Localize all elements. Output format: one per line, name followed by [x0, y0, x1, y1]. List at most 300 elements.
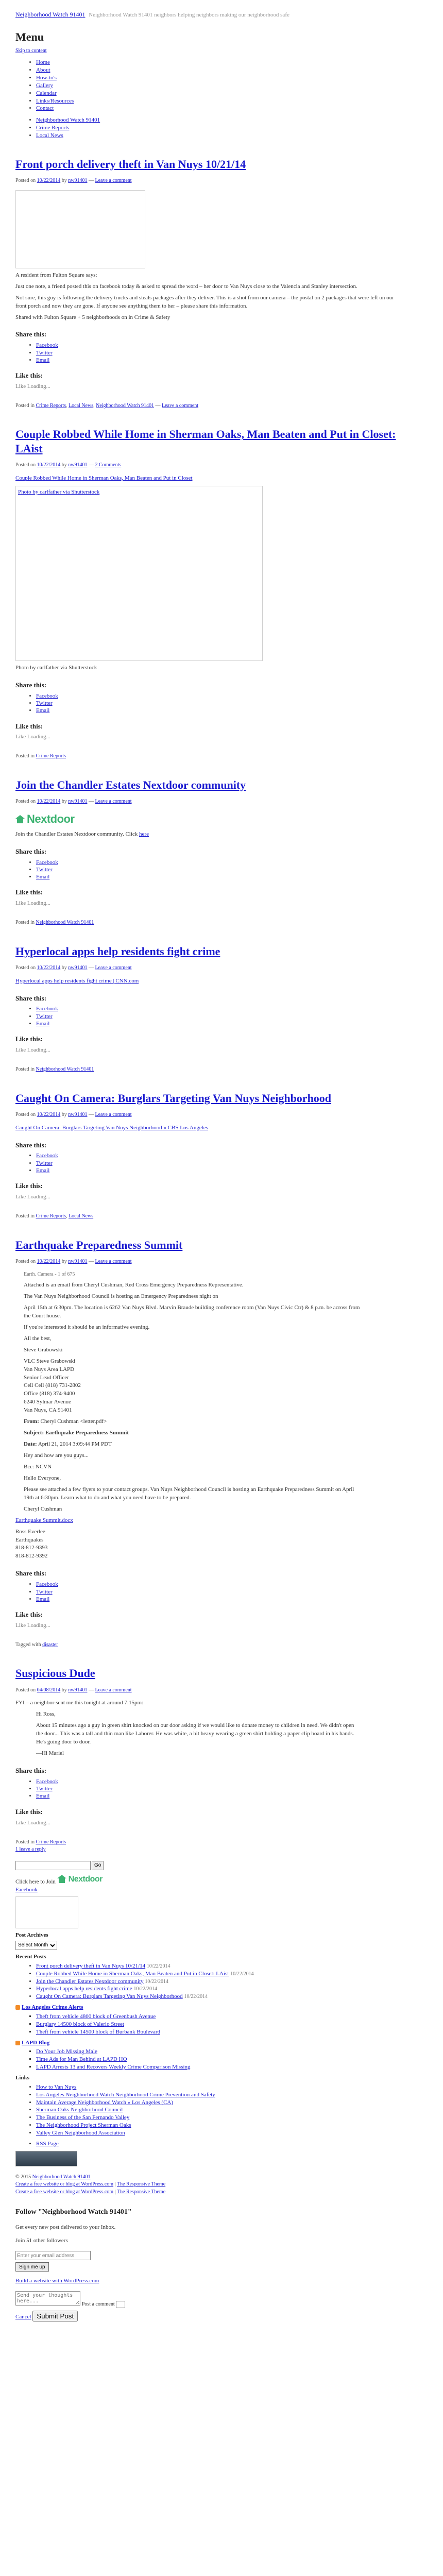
post-title: [15, 1666, 397, 1681]
post-paragraph: Not sure, this guy is following the delivery trucks and steals packages after they deliver. This is a shot from our camera – the postal on 2 packages that were left on our front porch and now they are gone. If anyone see anything them to her – please share this information.: [15, 294, 394, 309]
likes-heading: Like this:: [15, 722, 43, 730]
share-list: [15, 1152, 397, 1174]
likes-section: [15, 888, 397, 908]
nav-link[interactable]: Gallery: [36, 82, 53, 89]
nav-item-calendar: [36, 90, 397, 97]
signature-line: 6240 Sylmar Avenue: [24, 1399, 72, 1405]
post-content: [15, 1124, 397, 1132]
likes-heading: Like this:: [15, 888, 43, 896]
share-section: [15, 1141, 397, 1175]
blogroll-link[interactable]: The Business of the San Fernando Valley: [36, 2114, 130, 2121]
subject-value: Earthquake Preparedness Summit: [45, 1430, 129, 1436]
category-nav: [15, 116, 397, 140]
email-date: [24, 1440, 361, 1449]
post-footer: Posted in Crime Reports, Local News: [15, 1213, 94, 1219]
share-section: [15, 847, 397, 881]
share-twitter-link[interactable]: Twitter: [36, 1013, 53, 1020]
rss-item: [36, 2028, 397, 2036]
rss-item-link[interactable]: Do Your Job Missing Male: [36, 2048, 97, 2055]
share-section: [15, 330, 397, 364]
recent-posts-widget: [15, 1953, 397, 2001]
comment-form: [15, 2291, 397, 2321]
link-item: [36, 2091, 397, 2099]
likes-section: [15, 1181, 397, 1201]
rss-item: [36, 2048, 397, 2056]
share-list: [15, 1581, 397, 1603]
share-item-email: [36, 357, 397, 364]
post-author-link[interactable]: nw91401: [68, 799, 88, 805]
nav-item-localnews: [36, 132, 397, 140]
share-heading: Share this:: [15, 994, 47, 1002]
post-earthquake-summit: [15, 1238, 397, 1649]
rss-page-link[interactable]: RSS Page: [36, 2140, 59, 2147]
share-item-facebook: [36, 859, 397, 866]
rss-item-link[interactable]: Theft from vehicle 4800 block of Greenbush Avenue: [36, 2013, 156, 2020]
share-section: [15, 1766, 397, 1800]
signoff-line: Earthquakes: [15, 1536, 44, 1543]
email-line: Steve Grabowski: [24, 1346, 63, 1353]
footer-theme-link[interactable]: The Responsive Theme: [116, 2181, 166, 2188]
signoff-line: 818-812-9392: [15, 1553, 48, 1560]
posted-in-label: Posted in: [15, 1213, 35, 1219]
search-input[interactable]: [15, 1861, 91, 1870]
recent-post-link[interactable]: Front porch delivery theft in Van Nuys 10/21/14: [36, 1962, 146, 1969]
share-twitter-link[interactable]: Twitter: [36, 866, 53, 873]
share-item-facebook: [36, 342, 397, 349]
post-meta: Posted on 10/22/2014 by nw91401 — Leave a comment: [15, 965, 132, 971]
by-label: by: [61, 799, 67, 805]
share-heading: Share this:: [15, 847, 47, 855]
share-email-link[interactable]: Email: [36, 874, 50, 880]
post-footer: [15, 1066, 397, 1074]
nextdoor-widget-logo[interactable]: [57, 1873, 103, 1885]
rss-icon: [15, 2041, 20, 2045]
rss-title: [15, 2039, 397, 2047]
rss-list: [15, 2048, 397, 2071]
post-comments-link[interactable]: Leave a comment: [95, 1259, 132, 1265]
share-section: [15, 681, 397, 715]
email-bcc: Bcc: NCVN: [24, 1463, 52, 1470]
date-label: Date:: [24, 1441, 37, 1448]
footer-site-link[interactable]: Neighborhood Watch 91401: [32, 2174, 91, 2180]
post-title: [15, 1238, 397, 1252]
category-link[interactable]: Local News: [69, 402, 94, 409]
footer-wordpress-link[interactable]: Create a free website or blog at WordPress.com: [15, 2181, 114, 2188]
tags-label: Tagged with: [15, 1641, 41, 1648]
share-item-facebook: [36, 1152, 397, 1159]
share-twitter-link[interactable]: Twitter: [36, 1160, 53, 1166]
post-date-link[interactable]: 10/22/2014: [37, 965, 61, 971]
footer-theme-link[interactable]: The Responsive Theme: [116, 2189, 166, 2195]
post-author-link[interactable]: nw91401: [68, 462, 88, 468]
skip-to-content-link[interactable]: Skip to content: [15, 47, 47, 54]
post-comments-link[interactable]: Leave a comment: [95, 965, 132, 971]
share-email-link[interactable]: Email: [36, 1596, 50, 1602]
category-link[interactable]: Neighborhood Watch 91401: [36, 920, 94, 926]
post-comments-link[interactable]: Leave a comment: [95, 799, 132, 805]
email-subject: [24, 1429, 361, 1437]
post-comments-link[interactable]: Leave a comment: [95, 178, 132, 184]
email-body: Please see attached a few flyers to your contact groups. Van Nuys Neighborhood Council is hosting an Earthquake Preparedness Summit on April 19th at 6:30pm. Learn what to do and what you need have to be prepared.: [24, 1486, 354, 1501]
sidebar-widgets: [15, 1861, 397, 2322]
post-title-link[interactable]: Caught On Camera: Burglars Targeting Van Nuys Neighborhood: [15, 1091, 332, 1105]
post-author-link[interactable]: nw91401: [68, 965, 88, 971]
email-line: April 15th at 6:30pm. The location is 6262 Van Nuys Blvd. Marvin Braude building conference room (Van Nuys Civic Ctr) & 8 p.m. be across from the Court house.: [24, 1304, 360, 1319]
likes-heading: Like this:: [15, 1035, 43, 1043]
follow-count: Join 51 other followers: [15, 2238, 68, 2244]
blogroll-link[interactable]: The Neighborhood Project Sherman Oaks: [36, 2122, 131, 2129]
from-value: Cheryl Cushman <letter.pdf>: [40, 1418, 107, 1425]
share-heading: Share this:: [15, 1767, 47, 1774]
nav-link[interactable]: Home: [36, 59, 50, 66]
likes-loading: Like Loading...: [15, 1622, 50, 1629]
rss-item: [36, 2056, 397, 2063]
post-title-link[interactable]: Hyperlocal apps help residents fight crime: [15, 944, 220, 958]
post-comments-link[interactable]: Leave a comment: [95, 1112, 132, 1118]
likes-loading: Like Loading...: [15, 900, 50, 907]
article-link[interactable]: Caught On Camera: Burglars Targeting Van Nuys Neighborhood « CBS Los Angeles: [15, 1124, 208, 1131]
rss-title: [15, 2004, 397, 2012]
recent-post-date: 10/22/2014: [133, 1986, 157, 1992]
nav-link[interactable]: How-to's: [36, 75, 57, 81]
post-date-link[interactable]: 04/08/2014: [37, 1687, 61, 1693]
rss-page-list: [15, 2140, 397, 2148]
post-meta: Posted on 10/22/2014 by nw91401 — 2 Comments: [15, 462, 122, 468]
rss-page-widget: [15, 2140, 397, 2166]
blogroll-link[interactable]: Maintain Average Neighborhood Watch « Los Angeles (CA): [36, 2099, 174, 2106]
recent-post-item: [36, 1993, 397, 2001]
sign-me-up-button[interactable]: Sign me up: [15, 2262, 49, 2272]
likes-section: [15, 1807, 397, 1827]
attachment-link[interactable]: Earthquake Summit.docx: [15, 1517, 73, 1523]
category-link[interactable]: Local News: [69, 1213, 94, 1219]
post-content: [15, 811, 397, 839]
by-label: by: [61, 178, 67, 184]
from-label: From:: [24, 1418, 39, 1425]
post-meta: Posted on 04/08/2014 by nw91401 — Leave a comment: [15, 1687, 132, 1693]
share-twitter-link[interactable]: Twitter: [36, 1786, 53, 1792]
share-facebook-link[interactable]: Facebook: [36, 692, 58, 699]
post-meta: Posted on 10/22/2014 by nw91401 — Leave a comment: [15, 178, 132, 184]
post-footer: [15, 753, 397, 760]
rss-item-link[interactable]: Theft from vehicle 14500 block of Burbank Boulevard: [36, 2028, 161, 2035]
blogroll-link[interactable]: How to Van Nuys: [36, 2083, 77, 2090]
rss-item: [36, 2013, 397, 2021]
share-item-twitter: [36, 1785, 397, 1792]
join-here-link[interactable]: here: [139, 831, 149, 837]
archives-title: Post Archives: [15, 1931, 48, 1938]
rss-feed-link[interactable]: LAPD Blog: [22, 2039, 50, 2046]
nextdoor-logo-text: Nextdoor: [68, 1874, 103, 1884]
links-list: [15, 2083, 397, 2137]
recent-post-item: [36, 1962, 397, 1970]
likes-section: [15, 1610, 397, 1630]
post-date-link[interactable]: 10/22/2014: [37, 1259, 61, 1265]
signature-line: Cell Cell (818) 731-2802: [24, 1382, 81, 1389]
signoff-line: 818-812-9393: [15, 1545, 48, 1551]
likes-loading: Like Loading...: [15, 383, 50, 390]
menu-heading: Menu: [15, 30, 44, 43]
share-list: [15, 342, 397, 364]
share-section: [15, 1569, 397, 1603]
post-content: [15, 190, 397, 322]
share-facebook-link[interactable]: Facebook: [36, 1153, 58, 1159]
join-text: Join the Chandler Estates Nextdoor community. Click: [15, 831, 138, 837]
category-link[interactable]: Neighborhood Watch 91401: [96, 402, 154, 409]
date-value: April 21, 2014 3:09:44 PM PDT: [38, 1441, 112, 1448]
site-footer: © 2015 Neighborhood Watch 91401 Create a free website or blog at WordPress.com | The Responsive Theme Create a free website or blog at WordPress.com | The Responsive Theme: [15, 2174, 166, 2195]
posted-on-label: Posted on: [15, 1259, 36, 1265]
quote-line: —Hi Mariel: [36, 1750, 64, 1757]
camera-image: [15, 190, 145, 268]
post-attachments: [15, 1517, 397, 1561]
nav-link[interactable]: Links/Resources: [36, 97, 74, 104]
recent-post-date: 10/22/2014: [145, 1978, 168, 1985]
nav-link[interactable]: Calendar: [36, 90, 57, 96]
blogroll-link[interactable]: Los Angeles Neighborhood Watch Neighborhood Crime Prevention and Safety: [36, 2091, 215, 2098]
recent-post-item: [36, 1985, 397, 1993]
recent-post-link[interactable]: Hyperlocal apps help residents fight crime: [36, 1986, 132, 1992]
share-item-email: [36, 1596, 397, 1603]
posted-on-label: Posted on: [15, 799, 36, 805]
nav-item-gallery: [36, 82, 397, 90]
submit-post-button[interactable]: Submit Post: [32, 2311, 78, 2321]
share-item-facebook: [36, 1778, 397, 1785]
posted-on-label: Posted on: [15, 462, 36, 468]
share-facebook-link[interactable]: Facebook: [36, 1581, 58, 1588]
post-title: [15, 1091, 397, 1106]
post-comments-link[interactable]: Leave a comment: [95, 1687, 132, 1693]
photo-caption: Photo by carlfather via Shutterstock: [15, 664, 97, 671]
share-twitter-link[interactable]: Twitter: [36, 700, 53, 706]
post-author-link[interactable]: nw91401: [68, 1112, 88, 1118]
recent-post-item: [36, 1970, 397, 1978]
recent-post-link[interactable]: Join the Chandler Estates Nextdoor community: [36, 1978, 144, 1985]
share-heading: Share this:: [15, 1569, 47, 1578]
post-suspicious-dude: [15, 1666, 397, 1853]
share-item-email: [36, 1792, 397, 1800]
build-website-link[interactable]: Build a website with WordPress.com: [15, 2278, 99, 2284]
share-list: [15, 859, 397, 881]
nav-link[interactable]: Crime Reports: [36, 125, 70, 131]
by-label: by: [61, 1112, 67, 1118]
post-title-link[interactable]: Earthquake Preparedness Summit: [15, 1238, 183, 1251]
nav-item-neighborhood: [36, 116, 397, 124]
site-description: Neighborhood Watch 91401 neighbors helping neighbors making our neighborhood safe: [89, 12, 289, 18]
recent-post-date: 10/22/2014: [184, 1994, 208, 2000]
article-link[interactable]: Hyperlocal apps help residents fight crime | CNN.com: [15, 977, 139, 984]
likes-section: [15, 1035, 397, 1055]
share-email-link[interactable]: Email: [36, 1167, 50, 1174]
post-content: [15, 977, 397, 986]
share-twitter-link[interactable]: Twitter: [36, 349, 53, 356]
leave-reply-link[interactable]: 1 leave a reply: [15, 1846, 46, 1853]
site-header: [15, 10, 397, 20]
nav-link[interactable]: About: [36, 67, 50, 74]
image-caption: A resident from Fulton Square says:: [15, 272, 97, 278]
post-author-link[interactable]: nw91401: [68, 1687, 88, 1693]
rss-item-link[interactable]: LAPD Arrests 13 and Recovers Weekly Crime Comparison Missing: [36, 2064, 191, 2071]
post-title: [15, 778, 397, 792]
post-author-link[interactable]: nw91401: [68, 1259, 88, 1265]
cancel-link[interactable]: Cancel: [15, 2314, 31, 2320]
posted-on-label: Posted on: [15, 965, 36, 971]
nav-link[interactable]: Local News: [36, 132, 63, 139]
signature-line: Van Nuys Area LAPD: [24, 1366, 75, 1372]
post-paragraph: [15, 831, 397, 839]
share-item-email: [36, 707, 397, 714]
tag-link[interactable]: disaster: [42, 1641, 58, 1648]
share-facebook-link[interactable]: Facebook: [36, 1006, 58, 1012]
nav-link[interactable]: Neighborhood Watch 91401: [36, 117, 100, 124]
likes-heading: Like this:: [15, 1182, 43, 1190]
recent-post-link[interactable]: Couple Robbed While Home in Sherman Oaks, Man Beaten and Put in Closet: LAist: [36, 1970, 229, 1977]
email-from: [24, 1418, 361, 1426]
nextdoor-join-text: Click here to Join: [15, 1878, 56, 1885]
post-date-link[interactable]: 10/22/2014: [37, 1112, 61, 1118]
post-content: [15, 474, 397, 672]
post-title-link[interactable]: Couple Robbed While Home in Sherman Oaks, Man Beaten and Put in Closet: LAist: [15, 428, 396, 455]
share-item-twitter: [36, 349, 397, 357]
nextdoor-logo-text: Nextdoor: [27, 812, 75, 825]
share-list: [15, 1778, 397, 1800]
post-title-link[interactable]: Front porch delivery theft in Van Nuys 10/21/14: [15, 157, 246, 171]
rss-page-item: [36, 2140, 397, 2148]
site-title-link[interactable]: Neighborhood Watch 91401: [15, 11, 86, 18]
posted-in-label: Posted in: [15, 402, 35, 409]
follow-title: Follow "Neighborhood Watch 91401": [15, 2208, 132, 2216]
share-section: [15, 994, 397, 1028]
likes-loading: Like Loading...: [15, 1047, 50, 1054]
category-link[interactable]: Crime Reports: [36, 1839, 66, 1845]
share-item-facebook: [36, 692, 397, 700]
post-paragraph: Shared with Fulton Square + 5 neighborhoods on in Crime & Safety: [15, 314, 171, 320]
post-footer: [15, 919, 397, 927]
post-footer: Posted in Crime Reports, Local News, Neighborhood Watch 91401 — Leave a comment: [15, 402, 199, 409]
share-email-link[interactable]: Email: [36, 1021, 50, 1027]
comment-textarea[interactable]: [15, 2291, 80, 2306]
share-email-link[interactable]: Email: [36, 707, 50, 714]
post-title-link[interactable]: Join the Chandler Estates Nextdoor community: [15, 778, 246, 791]
link-item: [36, 2122, 397, 2129]
facebook-link[interactable]: Facebook: [15, 1887, 38, 1893]
share-list: [15, 692, 397, 715]
post-date-link[interactable]: 10/22/2014: [37, 462, 61, 468]
recent-post-date: 10/22/2014: [146, 1963, 171, 1969]
post-title-link[interactable]: Suspicious Dude: [15, 1667, 95, 1680]
post-footer: [15, 1641, 397, 1649]
nav-item-home: [36, 59, 397, 66]
recent-post-item: [36, 1978, 397, 1986]
category-link[interactable]: Crime Reports: [36, 753, 66, 759]
posted-on-label: Posted on: [15, 1112, 36, 1118]
share-heading: Share this:: [15, 330, 47, 338]
post-comments-link[interactable]: 2 Comments: [95, 462, 122, 468]
comment-option-box[interactable]: [116, 2301, 125, 2308]
photo-credit-link[interactable]: Photo by carlfather via Shutterstock: [18, 488, 100, 495]
posted-in-label: Posted in: [15, 753, 35, 759]
footer-wordpress-link[interactable]: Create a free website or blog at WordPress.com: [15, 2189, 114, 2195]
share-heading: Share this:: [15, 681, 47, 689]
recent-post-link[interactable]: Caught On Camera: Burglars Targeting Van Nuys Neighborhood: [36, 1993, 183, 2000]
recent-post-date: 10/22/2014: [230, 1971, 254, 1977]
share-item-twitter: [36, 1160, 397, 1167]
nav-item-links: [36, 97, 397, 105]
link-item: [36, 2083, 397, 2091]
blogroll-link[interactable]: Sherman Oaks Neighborhood Council: [36, 2107, 123, 2113]
nav-item-crime: [36, 124, 397, 132]
share-email-link[interactable]: Email: [36, 1793, 50, 1800]
blogroll-link[interactable]: Valley Glen Neighborhood Association: [36, 2130, 125, 2137]
nav-item-about: [36, 66, 397, 74]
recent-posts-list: [15, 1962, 397, 2001]
share-facebook-link[interactable]: Facebook: [36, 859, 58, 866]
post-author-link[interactable]: nw91401: [68, 178, 88, 184]
post-title: [15, 427, 397, 455]
post-hyperlocal-apps: [15, 944, 397, 1074]
post-meta: Posted on 10/22/2014 by nw91401 — Leave a comment: [15, 1112, 132, 1118]
nav-link[interactable]: Contact: [36, 105, 54, 112]
leave-comment-link[interactable]: Leave a comment: [162, 402, 199, 409]
rss-item-link[interactable]: Time Ads for Man Behind at LAPD HQ: [36, 2056, 127, 2063]
follow-widget: [15, 2207, 397, 2285]
follow-email-input[interactable]: [15, 2251, 91, 2260]
share-item-twitter: [36, 866, 397, 873]
category-link[interactable]: Crime Reports: [36, 402, 66, 409]
rss-item: [36, 2021, 397, 2028]
share-item-twitter: [36, 1588, 397, 1596]
article-link[interactable]: Couple Robbed While Home in Sherman Oaks, Man Beaten and Put in Closet: [15, 474, 193, 481]
archives-widget: [15, 1931, 397, 1950]
rss-item-link[interactable]: Burglary 14500 block of Valerio Street: [36, 2021, 124, 2027]
share-item-twitter: [36, 700, 397, 707]
post-content: [15, 1699, 397, 1758]
posted-in-label: Posted in: [15, 1066, 35, 1073]
email-line: If you're interested it should be an informative evening.: [24, 1324, 150, 1330]
likes-loading: Like Loading...: [15, 1194, 50, 1200]
link-item: [36, 2099, 397, 2107]
link-item: [36, 2129, 397, 2137]
share-email-link[interactable]: Email: [36, 357, 50, 363]
share-item-email: [36, 873, 397, 880]
link-item: [36, 2114, 397, 2122]
share-facebook-link[interactable]: Facebook: [36, 1778, 58, 1785]
post-date-link[interactable]: 10/22/2014: [37, 178, 61, 184]
facebook-widget-box: [15, 1896, 78, 1928]
attachments-note: Earth. Camera - 1 of 675: [24, 1271, 75, 1277]
likes-heading: Like this:: [15, 371, 43, 380]
email-line: All the best,: [24, 1335, 52, 1342]
post-date-link[interactable]: 10/22/2014: [37, 799, 61, 805]
category-link[interactable]: Neighborhood Watch 91401: [36, 1066, 94, 1073]
house-icon: [57, 1875, 66, 1883]
by-label: by: [61, 462, 67, 468]
likes-heading: Like this:: [15, 1611, 43, 1619]
share-twitter-link[interactable]: Twitter: [36, 1588, 53, 1595]
rss-list: [15, 2013, 397, 2036]
share-list: [15, 1005, 397, 1027]
follow-text: Get every new post delivered to your Inbox.: [15, 2224, 116, 2230]
rss-feed-link[interactable]: Los Angeles Crime Alerts: [22, 2004, 83, 2011]
share-facebook-link[interactable]: Facebook: [36, 342, 58, 349]
signature-line: VLC Steve Grabowski: [24, 1358, 76, 1364]
likes-loading: Like Loading...: [15, 1819, 50, 1826]
category-link[interactable]: Crime Reports: [36, 1213, 66, 1219]
nextdoor-logo: [15, 811, 75, 827]
search-button[interactable]: Go: [92, 1861, 104, 1870]
links-title: Links: [15, 2075, 29, 2081]
archives-select[interactable]: [15, 1941, 57, 1950]
